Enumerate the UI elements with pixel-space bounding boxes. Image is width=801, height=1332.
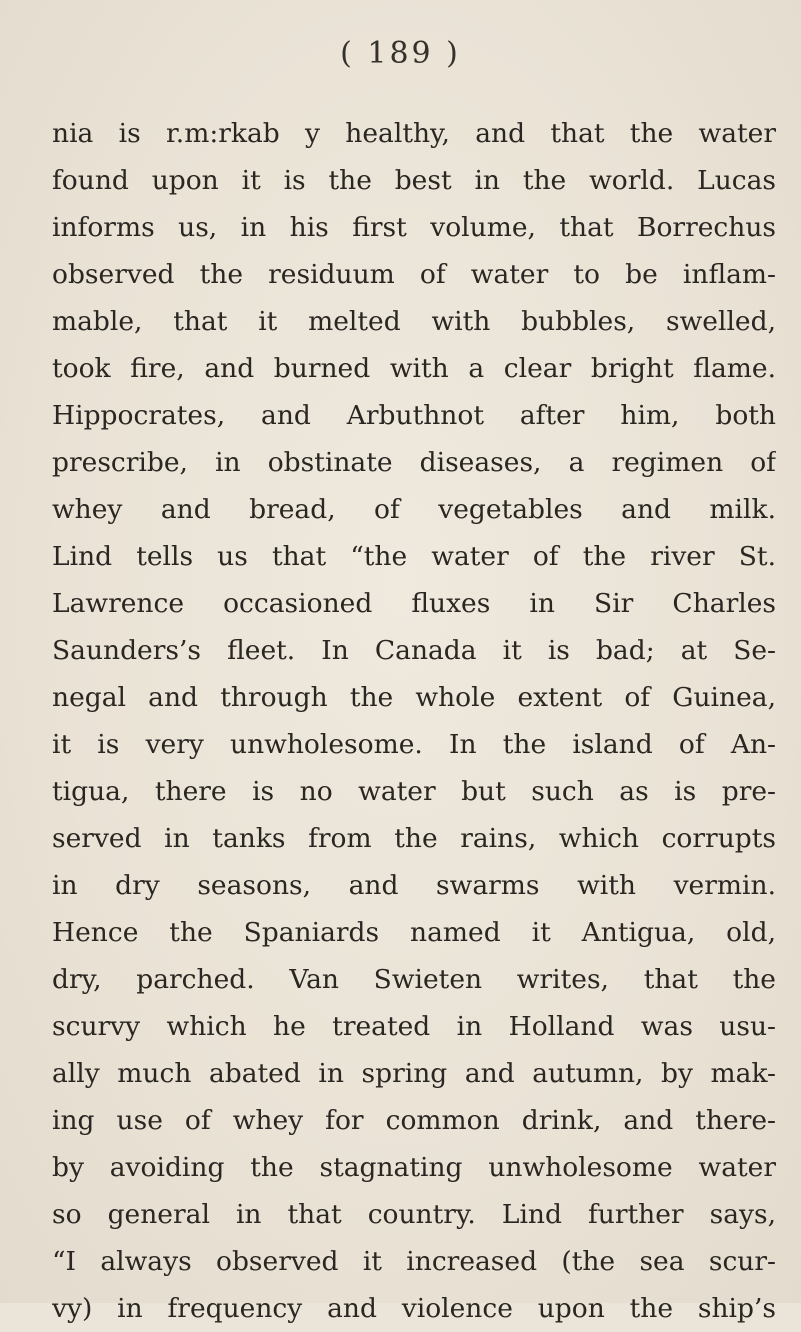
text-line: vy) in frequency and violence upon the ship’s — [52, 1293, 776, 1324]
text-line: Saunders’s fleet. In Canada it is bad; at Se- — [52, 635, 776, 666]
text-line: prescribe, in obstinate diseases, a regimen of — [52, 447, 776, 478]
text-line: so general in that country. Lind further says, — [52, 1199, 776, 1230]
text-line: found upon it is the best in the world. Lucas — [52, 165, 776, 196]
page-number: ( 189 ) — [340, 36, 461, 71]
text-line: “I always observed it increased (the sea scur- — [52, 1246, 776, 1277]
text-line: ing use of whey for common drink, and there- — [52, 1105, 776, 1136]
body-text — [52, 110, 776, 1332]
text-line: mable, that it melted with bubbles, swelled, — [52, 306, 776, 337]
text-line: tigua, there is no water but such as is pre- — [52, 776, 776, 807]
text-line: Hippocrates, and Arbuthnot after him, both — [52, 400, 776, 431]
text-line: observed the residuum of water to be inflam- — [52, 259, 776, 290]
text-line: Lawrence occasioned fluxes in Sir Charles — [52, 588, 776, 619]
text-line: dry, parched. Van Swieten writes, that the — [52, 964, 776, 995]
text-line: Hence the Spaniards named it Antigua, old, — [52, 917, 776, 948]
text-line: nia is r.m:rkab y healthy, and that the water — [52, 118, 776, 149]
text-line: ally much abated in spring and autumn, by mak- — [52, 1058, 776, 1089]
text-line: took fire, and burned with a clear bright flame. — [52, 353, 776, 384]
text-line: negal and through the whole extent of Guinea, — [52, 682, 776, 713]
text-line: in dry seasons, and swarms with vermin. — [52, 870, 776, 901]
text-line: by avoiding the stagnating unwholesome water — [52, 1152, 776, 1183]
text-line: scurvy which he treated in Holland was usu- — [52, 1011, 776, 1042]
text-line: served in tanks from the rains, which corrupts — [52, 823, 776, 854]
text-line: whey and bread, of vegetables and milk. — [52, 494, 776, 525]
text-line: it is very unwholesome. In the island of An- — [52, 729, 776, 760]
text-line: Lind tells us that “the water of the river St. — [52, 541, 776, 572]
text-line: informs us, in his first volume, that Borrechus — [52, 212, 776, 243]
